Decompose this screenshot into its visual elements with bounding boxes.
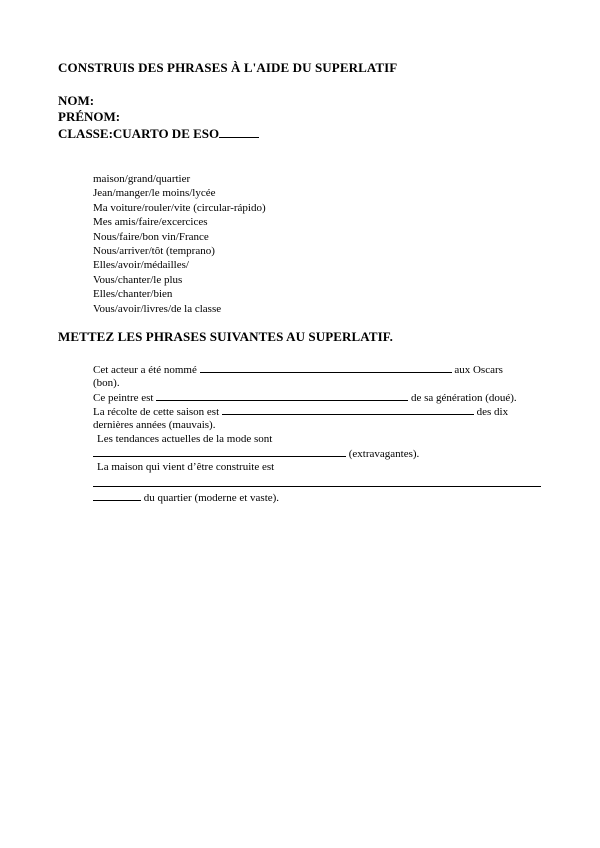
answer-blank (93, 476, 541, 487)
prompt-item: Vous/chanter/le plus (93, 273, 183, 286)
exercise-3-text: des dix (476, 406, 509, 418)
exercise-5-text: du quartier (moderne et vaste). (143, 492, 280, 504)
prompt-item: Ma voiture/rouler/vite (circular-rápido) (93, 201, 266, 214)
exercise-2-line-1 (93, 390, 517, 405)
prompt-list (93, 172, 266, 316)
page-title: CONSTRUIS DES PHRASES À L'AIDE DU SUPERLATIF (58, 60, 398, 75)
exercise-3-line-2: dernières années (mauvais). (93, 419, 216, 431)
exercise-5-line-3 (93, 490, 279, 505)
exercise-4-line-2 (93, 446, 419, 461)
first-name-field-label: PRÉNOM: (58, 109, 121, 124)
exercise-4-text: (extravagantes). (348, 448, 420, 460)
class-field (58, 125, 259, 142)
prompt-item: Elles/chanter/bien (93, 288, 173, 301)
answer-blank (222, 404, 474, 415)
prompt-item: Nous/faire/bon vin/France (93, 230, 209, 243)
prompt-item: Vous/avoir/livres/de la classe (93, 302, 222, 315)
exercise-2-text: Ce peintre est (93, 392, 154, 404)
class-blank-line (219, 125, 259, 138)
section-heading: METTEZ LES PHRASES SUIVANTES AU SUPERLATIF. (58, 329, 393, 344)
answer-blank (93, 446, 346, 457)
exercise-1-text: Cet acteur a été nommé (93, 364, 197, 376)
answer-blank (156, 390, 408, 401)
answer-blank (93, 490, 141, 501)
class-field-label: CLASSE:CUARTO DE ESO (58, 126, 220, 141)
prompt-item: Nous/arriver/tôt (temprano) (93, 245, 215, 258)
prompt-item: maison/grand/quartier (93, 173, 191, 185)
exercise-5-line-2 (93, 476, 541, 491)
name-field-label: NOM: (58, 93, 95, 108)
prompt-item: Jean/manger/le moins/lycée (93, 187, 216, 200)
exercise-4-line-1: Les tendances actuelles de la mode sont (97, 433, 273, 445)
exercise-3-text: La récolte de cette saison est (93, 406, 220, 418)
exercise-3-line-1 (93, 404, 508, 419)
exercise-1-line-2: (bon). (93, 377, 120, 389)
prompt-item: Mes amis/faire/excercices (93, 216, 208, 229)
exercise-2-text: de sa génération (doué). (410, 392, 517, 404)
prompt-item: Elles/avoir/médailles/ (93, 259, 189, 272)
exercise-1-text: aux Oscars (454, 364, 503, 376)
exercise-1-line-1 (93, 362, 503, 377)
answer-blank (200, 362, 452, 373)
exercise-5-line-1: La maison qui vient d’être construite est (97, 461, 275, 473)
